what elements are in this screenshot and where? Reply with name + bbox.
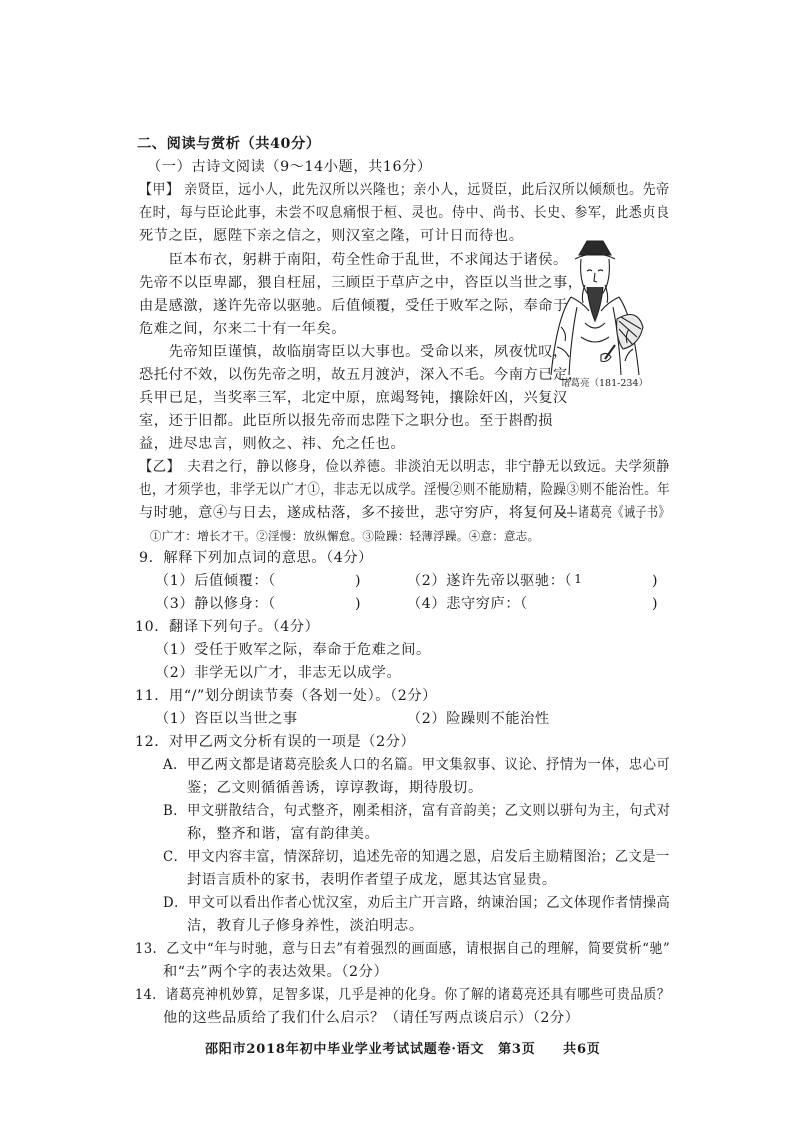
question-9-item-3-close: ) <box>355 596 362 612</box>
question-9-item-4: （4）悲守穷庐：（ <box>407 596 528 612</box>
question-14-line: 他的这些品质给了我们什么启示？（请任写两点谈启示）（2分） <box>163 1010 580 1026</box>
question-14-line: 14．诸葛亮神机妙算，足智多谋，几乎是神的化身。你了解的诸葛亮还具有哪些可贵品质？ <box>135 987 671 1003</box>
question-9-item-1: （1）后值倾覆：（ <box>155 573 276 589</box>
question-11-item-2: （2）险躁则不能治性 <box>407 711 550 727</box>
option-d-cont: 洁，教育儿子修身养性，淡泊明志。 <box>187 918 424 934</box>
question-11-item-1: （1）咨臣以当世之事 <box>155 711 298 727</box>
passage-jia-line: 先帝不以臣卑鄙，猥自枉屈，三顾臣于草庐之中，咨臣以当世之事， <box>139 275 583 291</box>
option-b: B．甲文骈散结合，句式整齐，刚柔相济，富有音韵美；乙文则以骈句为主，句式对 <box>163 803 671 819</box>
footnotes: ①广才：增长才干。②淫慢：放纵懈怠。③险躁：轻薄浮躁。④意：意志。 <box>150 529 540 543</box>
passage-jia-line: 死节之臣，愿陛下亲之信之，则汉室之隆，可计日而待也。 <box>139 228 524 244</box>
question-13-line: 和“去”两个字的表达效果。（2分） <box>163 964 389 980</box>
option-b-cont: 称，整齐和谐，富有韵律美。 <box>187 826 380 842</box>
passage-jia-line: 室，还于旧都。此臣所以报先帝而忠陛下之职分也。至于斟酌损 <box>139 413 554 429</box>
passage-jia-line: 恐托付不效，以伤先帝之明，故五月渡泸，深入不毛。今南方已定， <box>139 367 583 383</box>
question-10-item-1: （1）受任于败军之际，奉命于危难之间。 <box>155 642 431 658</box>
question-11-stem: 11．用“/”划分朗读节奏（各划一处）。（2分） <box>135 688 437 704</box>
passage-jia-line: 由是感激，遂许先帝以驱驰。后值倾覆，受任于败军之际，奉命于 <box>139 298 568 314</box>
question-10-stem: 10．翻译下列句子。（4分） <box>135 619 320 635</box>
portrait-caption: 诸葛亮（181-234） <box>561 378 648 389</box>
option-c-cont: 封语言质朴的家书，表明作者望子成龙，愿其达官显贵。 <box>187 872 557 888</box>
passage-jia-line: 益，进尽忠言，则攸之、祎、允之任也。 <box>139 436 406 452</box>
passage-yi-line: 【乙】 夫君之行，静以修身，俭以养德。非淡泊无以明志，非宁静无以致远。夫学须静 <box>139 459 670 475</box>
option-a-cont: 鉴；乙文则循循善诱，谆谆教诲，期待殷切。 <box>187 780 483 796</box>
question-10-item-2: （2）非学无以广才，非志无以成学。 <box>155 665 402 681</box>
question-12-stem: 12．对甲乙两文分析有误的一项是（2分） <box>135 734 416 750</box>
passage-jia-line: 在时，每与臣论此事，未尝不叹息痛恨于桓、灵也。侍中、尚书、长史、参军，此悉贞良 <box>139 205 670 221</box>
question-9-item-3: （3）静以修身：（ <box>155 596 276 612</box>
option-d: D．甲文可以看出作者心忧汉室，劝后主广开言路，纳谏治国；乙文体现作者情操高 <box>163 895 671 911</box>
passage-jia-line: 【甲】 亲贤臣，远小人，此先汉所以兴隆也；亲小人，远贤臣，此后汉所以倾颓也。先帝 <box>139 182 670 198</box>
question-9-item-2-close: ) <box>652 573 659 589</box>
zhuge-liang-portrait-illustration <box>541 237 649 377</box>
passage-yi-line: 与时驰，意④与日去，遂成枯落，多不接世，悲守穷庐，将复何及！ <box>139 505 583 521</box>
page-footer: 邵阳市2018年初中毕业学业考试试题卷·语文 第3页 共6页 <box>205 1042 601 1057</box>
passage-jia-line: 兵甲已足，当奖率三军，北定中原，庶竭驽钝，攘除奸凶，兴复汉 <box>139 390 568 406</box>
option-c: C．甲文内容丰富，情深辞切，追述先帝的知遇之恩，启发后主励精图治；乙文是一 <box>163 849 670 865</box>
question-9-item-1-close: ) <box>355 573 362 589</box>
question-13-line: 13．乙文中“年与时驰，意与日去”有着强烈的画面感，请根据自己的理解，简要赏析“驰” <box>135 941 671 957</box>
question-9-stem: 9．解释下列加点词的意思。（4分） <box>139 550 373 566</box>
passage-jia-line: 臣本布衣，躬耕于南阳，苟全性命于乱世，不求闻达于诸侯。 <box>139 252 568 268</box>
question-9-item-2: （2）遂许先帝以驱驰：（ 1 <box>407 572 583 589</box>
handwritten-mark: 1 <box>574 572 583 586</box>
question-9-item-4-close: ) <box>652 596 659 612</box>
passage-yi-line: 也，才须学也，非学无以广才①，非志无以成学。淫慢②则不能励精，险躁③则不能治性。年 <box>139 482 671 498</box>
passage-yi-source: ——诸葛亮《诫子书》 <box>555 505 670 521</box>
section-title: 二、阅读与赏析（共40分） <box>137 136 321 152</box>
section-subtitle: （一）古诗文阅读（9～14小题，共16分） <box>147 159 432 175</box>
option-a: A．甲乙两文都是诸葛亮脍炙人口的名篇。甲文集叙事、议论、抒情为一体，忠心可 <box>163 757 671 773</box>
passage-jia-line: 先帝知臣谨慎，故临崩寄臣以大事也。受命以来，夙夜忧叹， <box>139 344 568 360</box>
passage-jia-line: 危难之间，尔来二十有一年矣。 <box>139 321 347 337</box>
